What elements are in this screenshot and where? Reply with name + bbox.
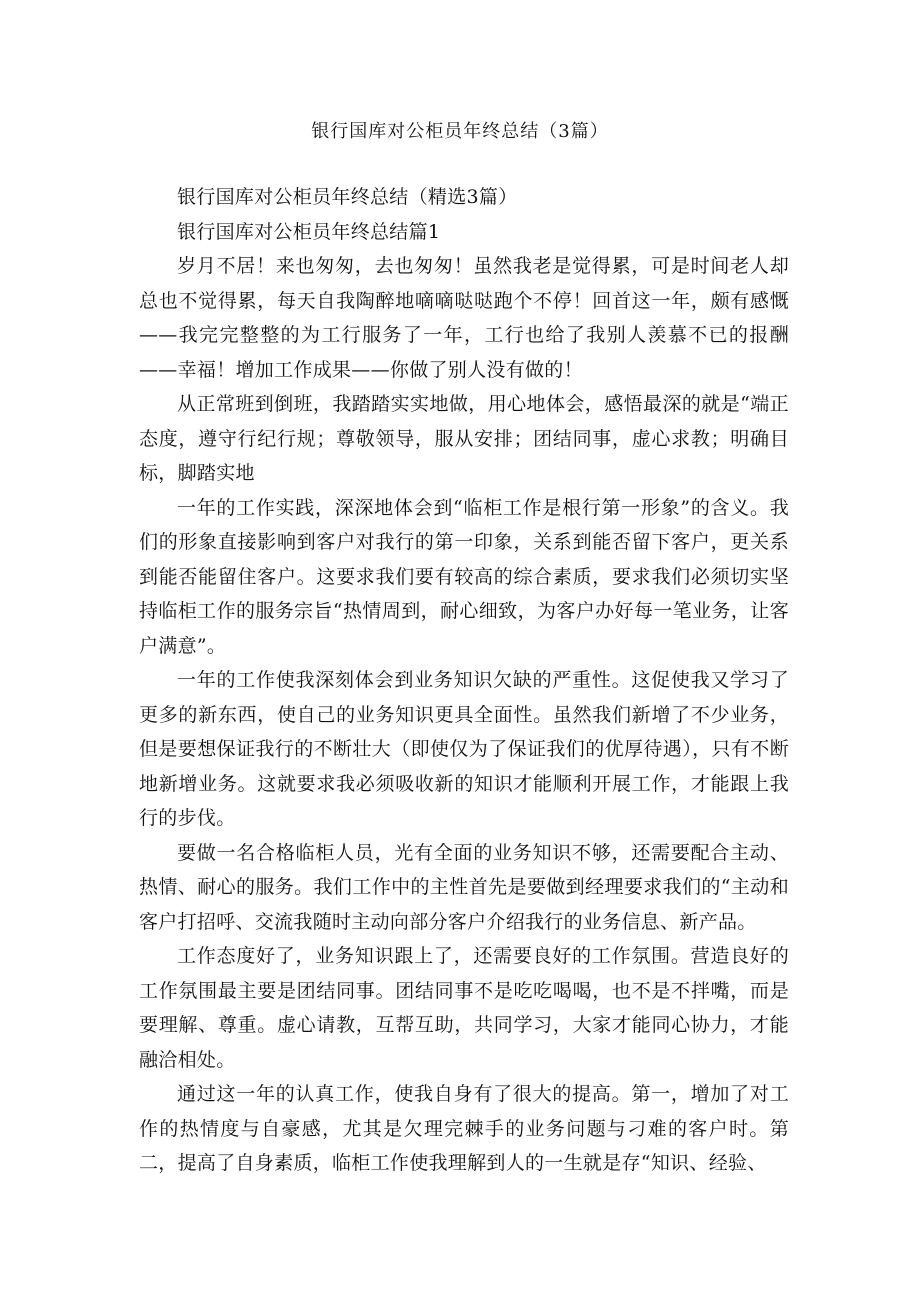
- document-body: [139, 180, 789, 1181]
- body-paragraph: 要做一名合格临柜人员，光有全面的业务知识不够，还需要配合主动、热情、耐心的服务。我们工作中的主性首先是要做到经理要求我们的“主动和客户打招呼、交流我随时主动向部分客户介绍我行的业务信息、新产品。: [139, 841, 789, 933]
- document-title: 银行国库对公柜员年终总结（3篇）: [311, 121, 609, 142]
- body-paragraph: 通过这一年的认真工作，使我自身有了很大的提高。第一，增加了对工作的热情度与自豪感，尤其是欠理完棘手的业务问题与刁难的客户时。第二，提高了自身素质，临柜工作使我理解到人的一生就是存“知识、经验、: [139, 1083, 789, 1174]
- body-paragraph: 工作态度好了，业务知识跟上了，还需要良好的工作氛围。营造良好的工作氛围最主要是团结同事。团结同事不是吃吃喝喝，也不是不拌嘴，而是要理解、尊重。虚心请教，互帮互助，共同学习，大家才能同心协力，才能融洽相处。: [139, 945, 789, 1071]
- body-paragraph: 从正常班到倒班，我踏踏实实地做，用心地体会，感悟最深的就是“端正态度，遵守行纪行规；尊敬领导，服从安排；团结同事，虚心求教；明确目标，脚踏实地: [139, 393, 789, 484]
- body-paragraph: 岁月不居！来也匆匆，去也匆匆！虽然我老是觉得累，可是时间老人却总也不觉得累，每天自我陶醉地嘀嘀哒哒跑个不停！回首这一年，颇有感慨——我完完整整的为工行服务了一年，工行也给了我别人羡慕不已的报酬——幸福！增加工作成果——你做了别人没有做的！: [139, 255, 789, 381]
- subtitle-paragraph: 银行国库对公柜员年终总结（精选3篇）: [177, 186, 518, 208]
- section-heading: 银行国库对公柜员年终总结篇1: [177, 220, 441, 243]
- body-paragraph: 一年的工作实践，深深地体会到“临柜工作是根行第一形象”的含义。我们的形象直接影响到客户对我行的第一印象，关系到能否留下客户，更关系到能否能留住客户。这要求我们要有较高的综合素质，要求我们必须切实坚持临柜工作的服务宗旨“热情周到，耐心细致，为客户办好每一笔业务，让客户满意”。: [139, 496, 789, 657]
- body-paragraph: 一年的工作使我深刻体会到业务知识欠缺的严重性。这促使我又学习了更多的新东西，使自己的业务知识更具全面性。虽然我们新增了不少业务，但是要想保证我行的不断壮大（即使仅为了保证我们的优厚待遇），只有不断地新增业务。这就要求我必须吸收新的知识才能顺利开展工作，才能跟上我行的步伐。: [139, 669, 789, 829]
